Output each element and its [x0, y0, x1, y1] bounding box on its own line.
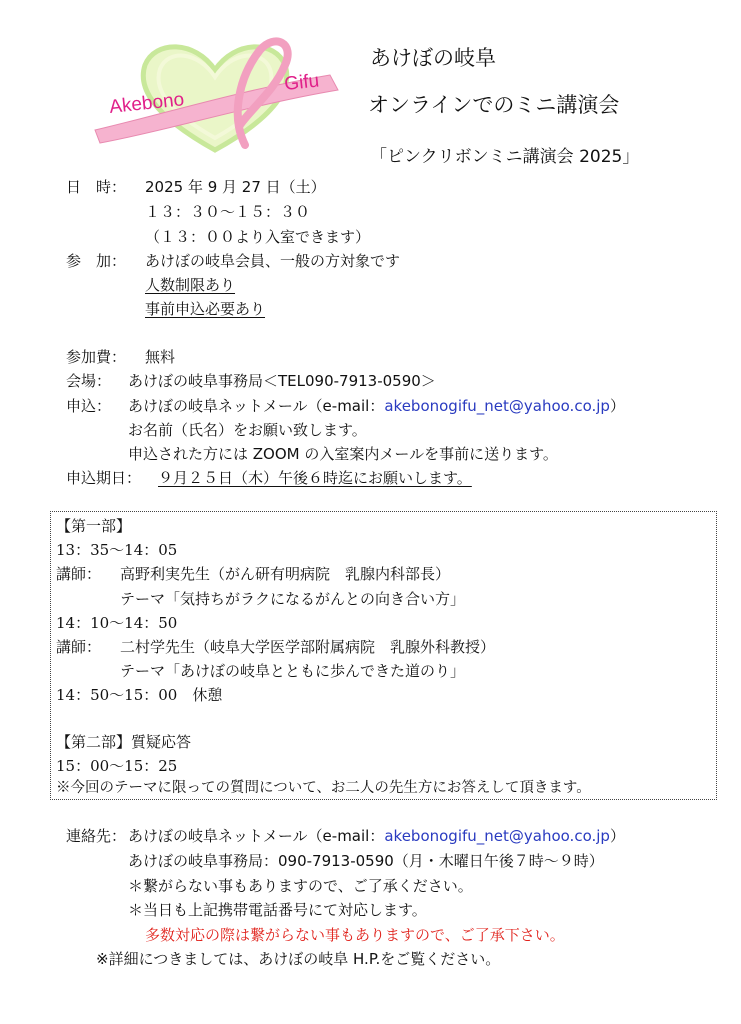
fee-value: 無料 — [145, 348, 176, 366]
prereg-note: 事前申込必要あり — [145, 300, 266, 318]
deadline-label: 申込期日： — [66, 469, 142, 487]
event-time: １３：３０〜１５：３０ — [145, 203, 311, 221]
contact-close: ） — [609, 827, 625, 845]
break-slot: 14：50～15：00 休憩 — [56, 686, 223, 704]
limit-note: 人数制限あり — [145, 276, 236, 294]
theme-2: テーマ「あけぼの岐阜とともに歩んできた道のり」 — [120, 662, 466, 680]
contact-line-2: あけぼの岐阜事務局：090-7913-0590（月・木曜日午後７時〜９時） — [128, 852, 604, 870]
contact-label: 連絡先： — [66, 827, 127, 845]
theme-1: テーマ「気持ちがラクになるがんとの向き合い方」 — [120, 590, 466, 608]
contact-alert: 多数対応の際は繋がらない事もありますので、ご了承下さい。 — [145, 926, 565, 944]
page-title: オンラインでのミニ講演会 — [368, 93, 620, 117]
fee-label: 参加費： — [66, 348, 127, 366]
apply-close: ） — [609, 397, 625, 415]
entry-note: （１３：００より入室できます） — [145, 228, 371, 246]
time-slot-3: 15：00～15：25 — [56, 757, 178, 775]
time-slot-2: 14：10～14：50 — [56, 614, 178, 632]
deadline-value: ９月２５日（木）午後６時迄にお願いします。 — [158, 469, 472, 487]
venue-value: あけぼの岐阜事務局＜TEL090-7913-0590＞ — [128, 372, 436, 390]
logo-text-left: Akebono — [108, 89, 186, 118]
part1-heading: 【第一部】 — [56, 517, 132, 535]
details-note: ※詳細につきましては、あけぼの岐阜 H.P.をご覧ください。 — [96, 950, 501, 968]
time-slot-1: 13：35～14：05 — [56, 541, 178, 559]
contact-line-1 — [128, 825, 625, 847]
org-name: あけぼの岐阜 — [370, 46, 496, 70]
contact-email-link[interactable]: akebonogifu_net@yahoo.co.jp — [384, 827, 610, 845]
participants: あけぼの岐阜会員、一般の方対象です — [145, 252, 401, 270]
part2-heading: 【第二部】質疑応答 — [56, 733, 192, 751]
contact-mail-text: あけぼの岐阜ネットメール（e-mail： — [128, 827, 385, 845]
event-subtitle: 「ピンクリボンミニ講演会 2025」 — [370, 147, 640, 167]
heart-ribbon-icon — [90, 35, 350, 160]
lecturer-label-1: 講師： — [56, 565, 102, 583]
contact-line-4: ＊当日も上記携帯電話番号にて対応します。 — [128, 901, 427, 919]
contact-line-3: ＊繋がらない事もありますので、ご了承ください。 — [128, 877, 473, 895]
program-note: ※今回のテーマに限っての質問について、お二人の先生方にお答えして頂きます。 — [56, 780, 591, 796]
apply-email-link[interactable]: akebonogifu_net@yahoo.co.jp — [384, 397, 610, 415]
apply-label: 申込： — [66, 397, 112, 415]
venue-label: 会場： — [66, 372, 112, 390]
apply-line-3: 申込された方には ZOOM の入室案内メールを事前に送ります。 — [128, 445, 558, 463]
lecturer-1: 高野利実先生（がん研有明病院 乳腺内科部長） — [120, 565, 451, 583]
participants-label: 参 加： — [66, 252, 127, 270]
apply-line — [128, 395, 625, 417]
logo-text-right: Gifu — [283, 70, 321, 95]
event-date: 2025 年 9 月 27 日（土） — [145, 178, 326, 196]
apply-text: あけぼの岐阜ネットメール（e-mail： — [128, 397, 385, 415]
lecturer-2: 二村学先生（岐阜大学医学部附属病院 乳腺外科教授） — [120, 638, 496, 656]
akebono-gifu-logo — [90, 35, 350, 160]
apply-line-2: お名前（氏名）をお願い致します。 — [128, 421, 367, 439]
date-label: 日 時： — [66, 178, 127, 196]
lecturer-label-2: 講師： — [56, 638, 102, 656]
